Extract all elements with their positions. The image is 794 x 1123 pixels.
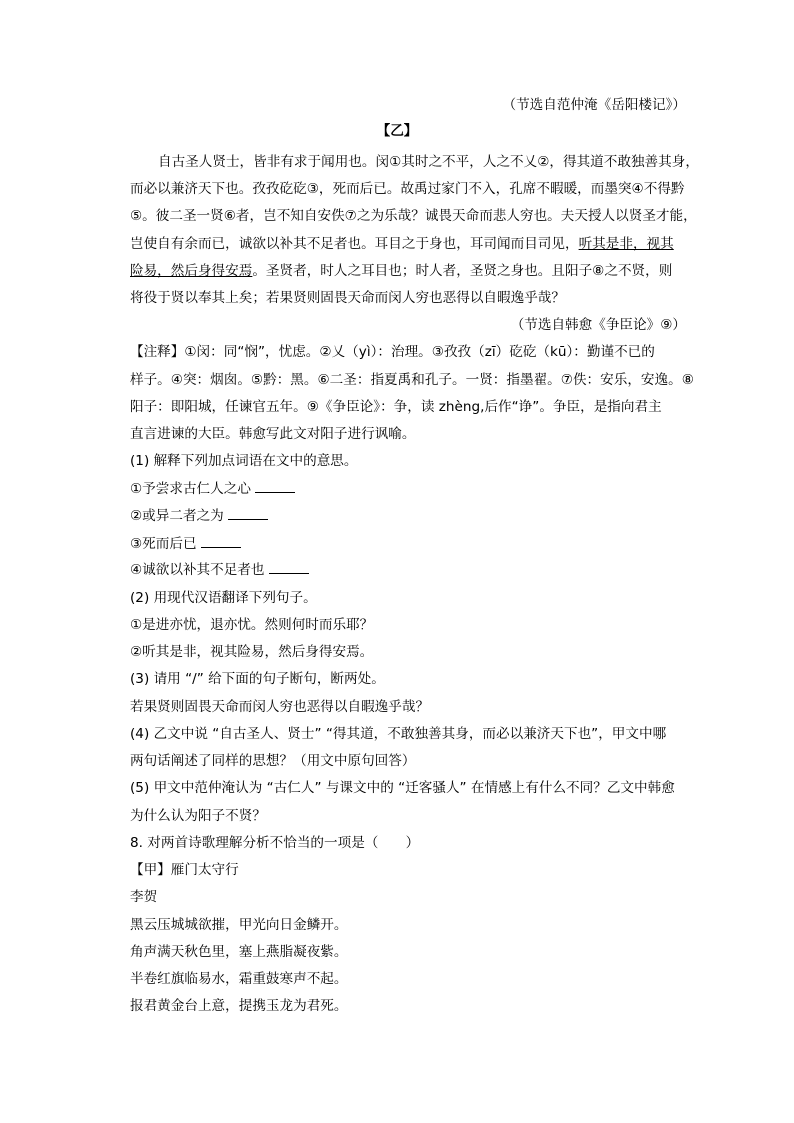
source-citation: （节选自范仲淹《岳阳楼记》） [502, 97, 686, 113]
paragraph-line: 岂使自有余而已，诚欲以补其不足者也。耳目之于身也，耳司闻而目司见，听其是非，视其 [130, 236, 674, 252]
question-4-continued: 两句话阐述了同样的思想？（用文中原句回答） [130, 753, 416, 769]
poem-line: 报君黄金台上意，提携玉龙为君死。 [130, 998, 348, 1014]
paragraph-line: 而必以兼济天下也。孜孜矻矻③，死而后已。故禹过家门不入，孔席不暇暖，而墨突④不得黔 [130, 181, 685, 197]
note-line: 阳子：即阳城，任谏官五年。⑨《争臣论》：争，读 zhèng,后作“诤”。争臣，是指向君主 [130, 399, 662, 415]
note-line: 样子。④突：烟囱。⑤黔：黑。⑥二圣：指夏禹和孔子。一贤：指墨翟。⑦佚：安乐，安逸。⑧ [130, 372, 694, 388]
poem-author: 李贺 [130, 889, 158, 905]
note-line: 直言进谏的大臣。韩愈写此文对阳子进行讽喻。 [130, 426, 416, 442]
answer-blank[interactable] [269, 561, 309, 574]
question-3: (3) 请用 “/” 给下面的句子断句，断两处。 [130, 671, 385, 687]
poem-line: 半卷红旗临易水，霜重鼓寒声不起。 [130, 971, 348, 987]
note-line: 【注释】①闵：同“悯”，忧虑。②乂（yì）：治理。③孜孜（zī）矻矻（kū）：勤谨不已的 [130, 344, 655, 360]
answer-blank[interactable] [228, 507, 268, 520]
paragraph-line: ⑤。彼二圣一贤⑥者，岂不知自安佚⑦之为乐哉？诚畏天命而悲人穷也。夫天授人以贤圣才能， [130, 208, 697, 224]
poem-line: 角声满天秋色里，塞上燕脂凝夜紫。 [130, 944, 348, 960]
question-item: ②或异二者之为 [130, 507, 268, 525]
question-item: ④诚欲以补其不足者也 [130, 561, 309, 579]
underlined-text: 险易，然后身得安焉 [130, 263, 253, 279]
question-item: ③死而后已 [130, 535, 241, 553]
paragraph-line: 自古圣人贤士，皆非有求于闻用也。闵①其时之不平，人之不乂②，得其道不敢独善其身， [158, 154, 699, 170]
underlined-text: 听其是非，视其 [578, 236, 674, 252]
question-item: 若果贤则固畏天命而闵人穷也恶得以自暇逸乎哉？ [130, 699, 430, 715]
question-2: (2) 用现代汉语翻译下列句子。 [130, 590, 317, 606]
question-8: 8. 对两首诗歌理解分析不恰当的一项是（ ） [130, 835, 420, 851]
question-item: ①是进亦忧，退亦忧。然则何时而乐耶？ [130, 617, 374, 633]
question-1: (1) 解释下列加点词语在文中的意思。 [130, 453, 358, 469]
poem-line: 黑云压城城欲摧，甲光向日金鳞开。 [130, 917, 348, 933]
poem-title: 【甲】雁门太守行 [130, 862, 239, 878]
answer-blank[interactable] [201, 535, 241, 548]
paragraph-line: 险易，然后身得安焉。圣贤者，时人之耳目也；时人者，圣贤之身也。且阳子⑧之不贤，则 [130, 263, 673, 279]
question-4: (4) 乙文中说 “自古圣人、贤士” “得其道，不敢独善其身，而必以兼济天下也”，甲文中哪 [130, 726, 667, 742]
paragraph-line: 将役于贤以奉其上矣；若果贤则固畏天命而闵人穷也恶得以自暇逸乎哉？ [130, 290, 565, 306]
source-citation: （节选自韩愈《争臣论》⑨） [510, 317, 686, 333]
question-item: ②听其是非，视其险易，然后身得安焉。 [130, 644, 374, 660]
question-5: (5) 甲文中范仲淹认为 “古仁人” 与课文中的 “迁客骚人” 在情感上有什么不同？乙文中韩愈 [130, 780, 675, 796]
section-heading: 【乙】 [376, 123, 418, 139]
answer-blank[interactable] [255, 480, 295, 493]
question-item: ①予尝求古仁人之心 [130, 480, 295, 498]
question-5-continued: 为什么认为阳子不贤？ [130, 808, 266, 824]
